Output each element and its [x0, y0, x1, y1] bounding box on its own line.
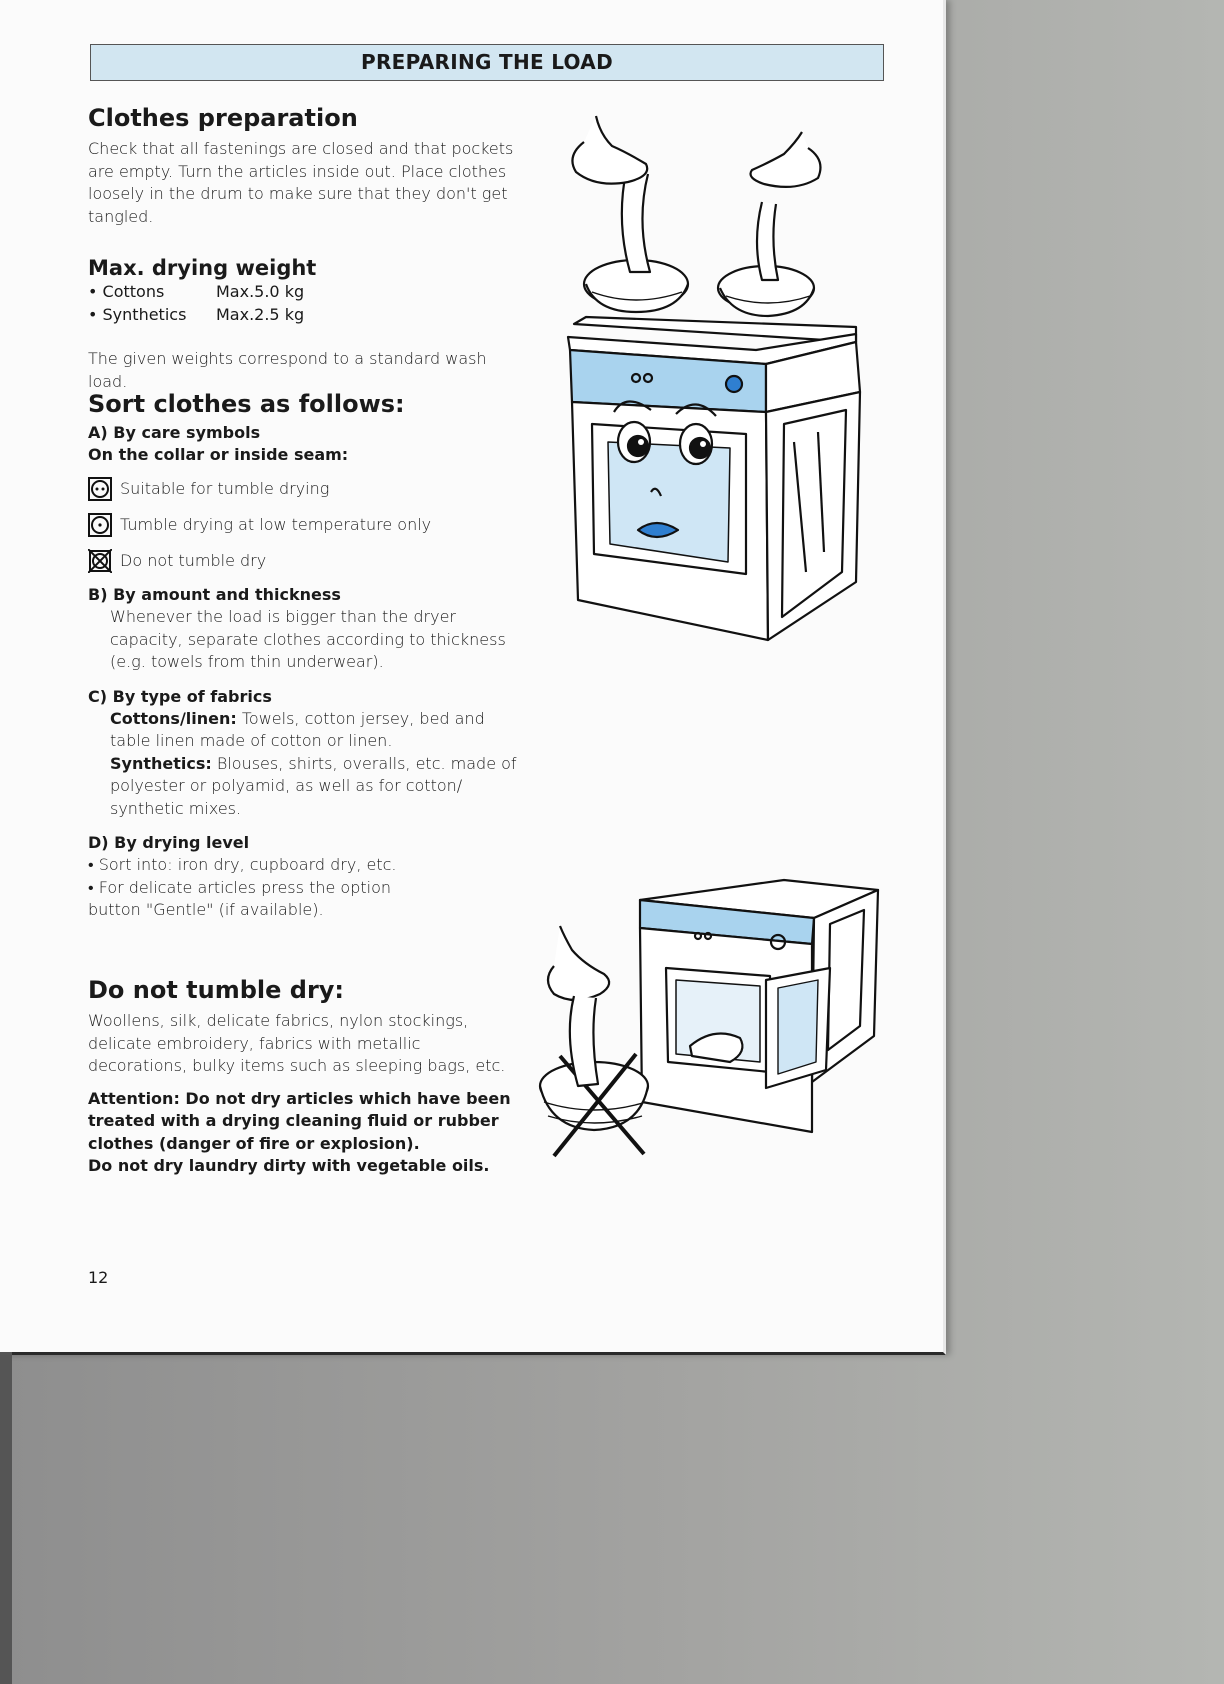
sort-b-text: Whenever the load is bigger than the dryer capacity, separate clothes according to thickness (e.g. towels from thin underwear). [110, 607, 506, 671]
sort-c-title: C) By type of fabrics [88, 686, 272, 706]
sort-heading: Sort clothes as follows: [88, 390, 405, 418]
synthetics-text: Blouses, shirts, overalls, etc. made of polyester or polyamid, as well as for cotton/ synthetic mixes. [110, 753, 517, 818]
sort-d-bullet-cont: button "Gentle" (if available). [88, 900, 324, 919]
sort-a-subtitle: On the collar or inside seam: [88, 445, 349, 464]
max-weight-section [88, 256, 528, 393]
symbol-row [88, 544, 528, 578]
sort-a-title: A) By care symbols [88, 423, 261, 442]
symbol-row [88, 508, 528, 542]
sort-c-cotton [88, 708, 528, 753]
cotton-text: Towels, cotton jersey, bed and table linen made of cotton or linen. [110, 708, 485, 750]
clothes-preparation-section [88, 104, 528, 228]
max-weight-heading: Max. drying weight [88, 256, 317, 280]
cotton-label: Cottons/linen: [110, 708, 237, 728]
attention-text: Attention: Do not dry articles which have been treated with a drying cleaning fluid or rubber clothes (danger of fire or explosion). [88, 1088, 511, 1153]
symbol-label: Tumble drying at low temperature only [120, 514, 432, 534]
sort-d-bullet: • For delicate articles press the option [88, 877, 391, 897]
sort-d-title: D) By drying level [88, 833, 250, 852]
attention-text-oils: Do not dry laundry dirty with vegetable oils. [88, 1156, 490, 1175]
sort-section [88, 390, 528, 922]
weight-note: The given weights correspond to a standard wash load. [88, 349, 487, 391]
tumble-dry-low-icon [88, 513, 112, 537]
dryer-face-illustration [556, 112, 886, 652]
no-dry-heading: Do not tumble dry: [88, 976, 345, 1004]
dryer-open-door-illustration [534, 876, 884, 1166]
page-edge-shadow [0, 1352, 12, 1684]
section-header: PREPARING THE LOAD [90, 44, 884, 81]
weight-item: • Cottons [88, 282, 165, 301]
do-not-tumble-dry-icon [88, 549, 112, 573]
synthetics-label: Synthetics: [110, 753, 212, 773]
weight-item: • Synthetics [88, 305, 187, 324]
page-number: 12 [88, 1268, 109, 1287]
symbol-row [88, 472, 528, 506]
no-dry-text: Woollens, silk, delicate fabrics, nylon stockings, delicate embroidery, fabrics with metallic decorations, bulky items such as sleeping bags, etc. [88, 1011, 506, 1075]
do-not-tumble-dry-section [88, 976, 518, 1178]
weight-value: Max.2.5 kg [216, 305, 305, 324]
weight-value: Max.5.0 kg [216, 282, 305, 301]
clothes-preparation-text: Check that all fastenings are closed and that pockets are empty. Turn the articles inside out. Place clothes loosely in the drum to make sure that they don't get tangled. [88, 139, 514, 226]
weights-table [88, 280, 528, 326]
sort-b-title: B) By amount and thickness [88, 585, 341, 604]
sort-c-synthetics [88, 753, 528, 821]
symbol-label: Suitable for tumble drying [120, 478, 330, 498]
clothes-preparation-heading: Clothes preparation [88, 104, 358, 132]
symbol-label: Do not tumble dry [120, 550, 267, 570]
sort-d-bullet: • Sort into: iron dry, cupboard dry, etc. [88, 855, 397, 874]
tumble-dry-normal-icon [88, 477, 112, 501]
